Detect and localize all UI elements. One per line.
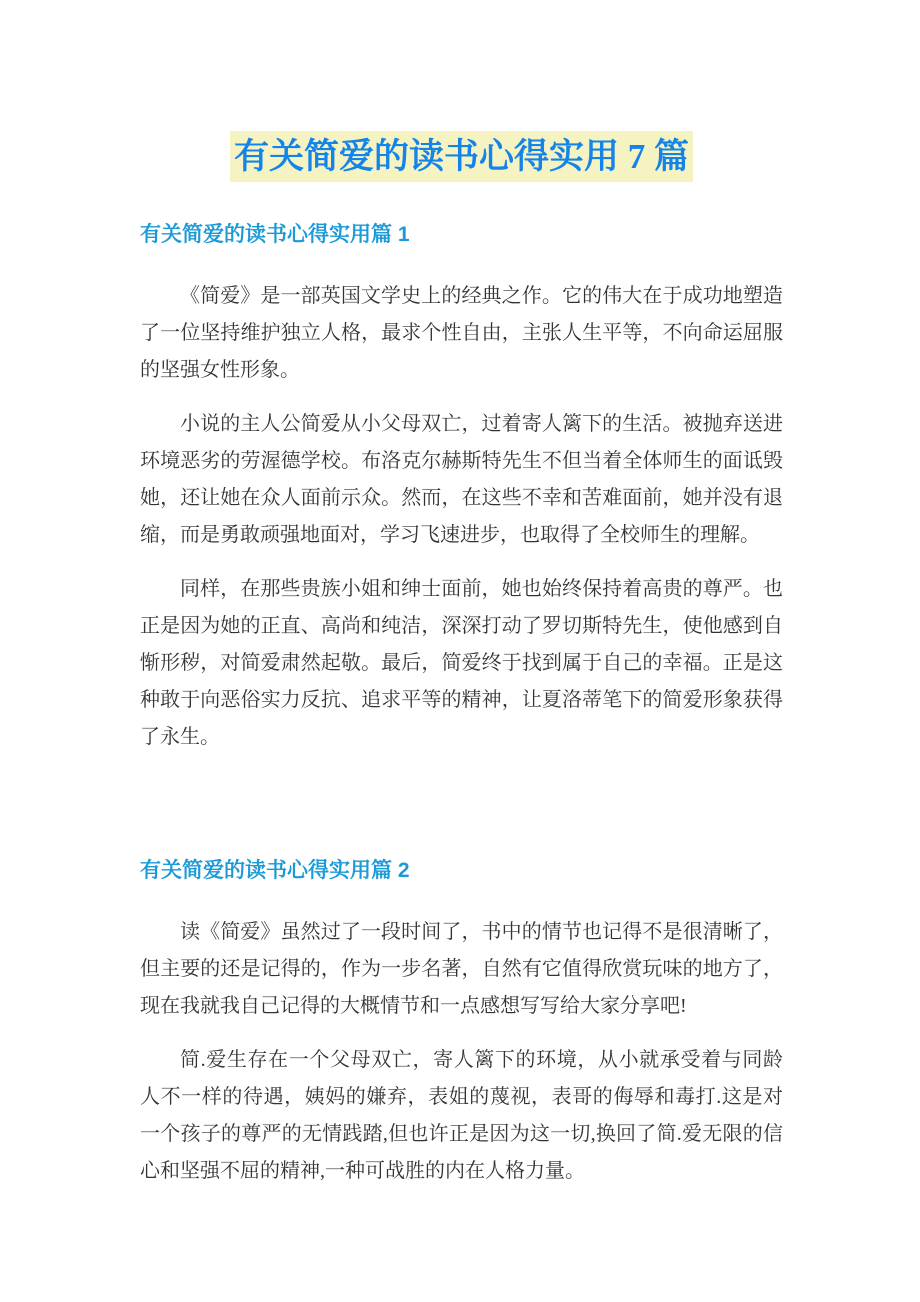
section-2-paragraph-1: 读《简爱》虽然过了一段时间了，书中的情节也记得不是很清晰了，但主要的还是记得的，作为一步名著，自然有它值得欣赏玩味的地方了，现在我就我自己记得的大概情节和一点感想写写给大家分享吧! xyxy=(140,921,783,1017)
title-highlight: 有关简爱的读书心得实用 7 篇 xyxy=(230,131,693,182)
section-1-paragraph-3: 同样，在那些贵族小姐和绅士面前，她也始终保持着高贵的尊严。也正是因为她的正直、高尚和纯洁，深深打动了罗切斯特先生，使他感到自惭形秽，对简爱肃然起敬。最后，简爱终于找到属于自己的幸福。正是这种敢于向恶俗实力反抗、追求平等的精神，让夏洛蒂笔下的简爱形象获得了永生。 xyxy=(140,578,783,748)
document-title xyxy=(140,131,783,183)
section-1-heading: 有关简爱的读书心得实用篇 1 xyxy=(140,223,410,246)
section-1-paragraph-1: 《简爱》是一部英国文学史上的经典之作。它的伟大在于成功地塑造了一位坚持维护独立人格，最求个性自由，主张人生平等，不向命运屈服的坚强女性形象。 xyxy=(140,285,783,381)
section-1-paragraph-2: 小说的主人公简爱从小父母双亡，过着寄人篱下的生活。被抛弃送进环境恶劣的劳渥德学校。布洛克尔赫斯特先生不但当着全体师生的面诋毁她，还让她在众人面前示众。然而，在这些不幸和苦难面前，她并没有退缩，而是勇敢顽强地面对，学习飞速进步，也取得了全校师生的理解。 xyxy=(140,413,783,546)
section-2-paragraph-2: 简.爱生存在一个父母双亡，寄人篱下的环境，从小就承受着与同龄人不一样的待遇，姨妈的嫌弃，表姐的蔑视，表哥的侮辱和毒打.这是对一个孩子的尊严的无情践踏,但也许正是因为这一切,换回了简.爱无限的信心和坚强不屈的精神,一种可战胜的内在人格力量。 xyxy=(140,1049,783,1182)
section-2-heading: 有关简爱的读书心得实用篇 2 xyxy=(140,859,410,882)
